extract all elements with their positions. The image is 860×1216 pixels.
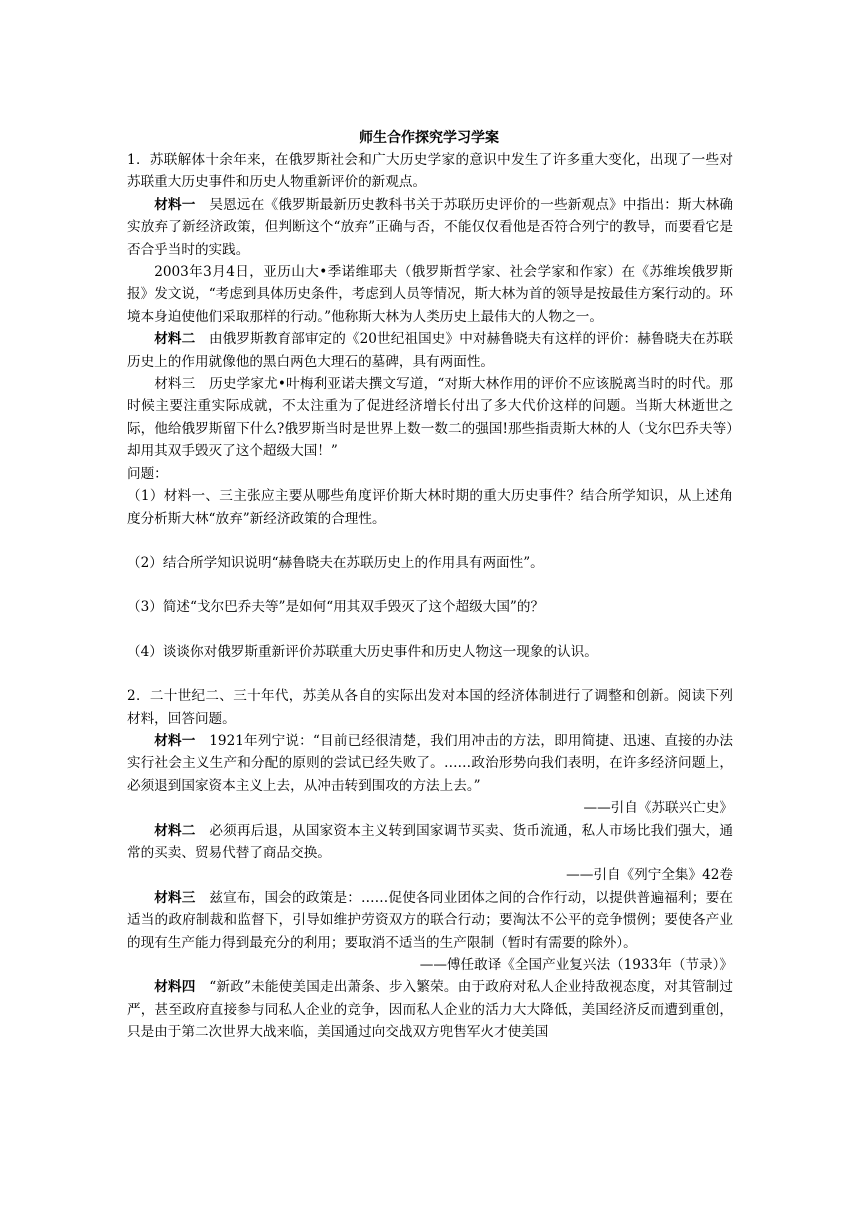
q2-material-4 <box>127 976 733 1043</box>
q2-m2-text: 必须再后退，从国家资本主义转到国家调节买卖、货币流通，私人市场比我们强大，通常的买卖、贸易代替了商品交换。 <box>127 822 733 861</box>
q2-m4-text: “新政”未能使美国走出萧条、步入繁荣。由于政府对私人企业持敌视态度，对其管制过严，甚至政府直接参与同私人企业的竞争，因而私人企业的活力大大降低，美国经济反而遭到重创，只是由于第二次世界大战来临，美国通过向交战双方兜售军火才使美国 <box>127 979 733 1041</box>
q2-m3-label: 材料三 <box>154 889 196 906</box>
q1-question-1: （1）材料一、三主张应主要从哪些角度评价斯大林时期的重大历史事件？结合所学知识，从上述角度分析斯大林“放弃”新经济政策的合理性。 <box>127 488 733 527</box>
answer-space <box>127 530 733 552</box>
q1-question-2: （2）结合所学知识说明“赫鲁晓夫在苏联历史上的作用具有两面性”。 <box>127 554 544 571</box>
q1-m1-text: 吴恩远在《俄罗斯最新历史教科书关于苏联历史评价的一些新观点》中指出：斯大林确实放弃了新经济政策，但判断这个“放弃”正确与否，不能仅仅看他是否符合列宁的教导，而要看它是否合乎当时的实践。 <box>127 196 733 258</box>
q2-material-2 <box>127 820 733 865</box>
answer-space <box>127 574 733 596</box>
q1-m2-text: 由俄罗斯教育部审定的《20世纪祖国史》中对赫鲁晓夫有这样的评价：赫鲁晓夫在苏联历史上的作用就像他的黑白两色大理石的墓碑，具有两面性。 <box>127 331 734 370</box>
document-page <box>127 128 733 1044</box>
q2-material-3 <box>127 887 733 954</box>
q2-m1-source: ——引自《苏联兴亡史》 <box>583 800 733 817</box>
q1-material-1-para-2: 2003年3月4日，亚历山大•季诺维耶夫（俄罗斯哲学家、社会学家和作家）在《苏维埃俄罗斯报》发文说，“考虑到具体历史条件，考虑到人员等情况，斯大林为首的领导是按最佳方案行动的。环境本身迫使他们采取那样的行动。”他称斯大林为人类历史上最伟大的人物之一。 <box>127 264 733 325</box>
q1-material-2 <box>127 328 733 373</box>
document-title: 师生合作探究学习学案 <box>359 130 499 146</box>
q1-questions-label: 问题： <box>127 465 168 482</box>
q2-m2-source: ——引自《列宁全集》42卷 <box>566 867 733 884</box>
q1-question-4: （4）谈谈你对俄罗斯重新评价苏联重大历史事件和历史人物这一现象的认识。 <box>127 643 598 660</box>
q2-m3-source: ——傅任敢译《全国产业复兴法（1933年（节录）》 <box>419 957 733 973</box>
q1-question-3: （3）简述“戈尔巴乔夫等”是如何“用其双手毁灭了这个超级大国”的？ <box>127 599 545 616</box>
q1-material-1 <box>127 194 733 261</box>
q2-material-1 <box>127 730 733 797</box>
q1-m2-label: 材料二 <box>154 331 196 348</box>
q2-m1-label: 材料一 <box>154 732 196 749</box>
q2-m1-text: 1921年列宁说：“目前已经很清楚，我们用冲击的方法，即用简捷、迅速、直接的办法实行社会主义生产和分配的原则的尝试已经失败了。……政治形势向我们表明，在许多经济问题上，必须退到国家资本主义上去，从冲击转到围攻的方法上去。” <box>127 732 734 794</box>
q1-intro: 1．苏联解体十余年来，在俄罗斯社会和广大历史学家的意识中发生了许多重大变化，出现了一些对苏联重大历史事件和历史人物重新评价的新观点。 <box>127 152 733 191</box>
q2-intro: 2．二十世纪二、三十年代，苏美从各自的实际出发对本国的经济体制进行了调整和创新。阅读下列材料，回答问题。 <box>127 688 733 727</box>
q1-m1-label: 材料一 <box>154 196 196 213</box>
answer-space <box>127 619 733 641</box>
q2-m4-label: 材料四 <box>154 979 196 996</box>
q2-m2-label: 材料二 <box>154 822 196 839</box>
q1-material-3: 材料三 历史学家尤•叶梅利亚诺夫撰文写道，“对斯大林作用的评价不应该脱离当时的时代。那时候主要注重实际成就，不太注重为了促进经济增长付出了多大代价这样的问题。当斯大林逝世之际，他给俄罗斯留下什么?俄罗斯当时是世界上数一数二的强国!那些指责斯大林的人（戈尔巴乔夫等）却用其双手毁灭了这个超级大国！” <box>127 376 733 460</box>
q2-m3-text: 兹宣布，国会的政策是：……促使各同业团体之间的合作行动，以提供普遍福利；要在适当的政府制裁和监督下，引导如维护劳资双方的联合行动；要淘汰不公平的竞争惯例；要使各产业的现有生产能力得到最充分的利用；要取消不适当的生产限制（暂时有需要的除外）。 <box>127 889 734 951</box>
answer-space <box>127 663 733 685</box>
